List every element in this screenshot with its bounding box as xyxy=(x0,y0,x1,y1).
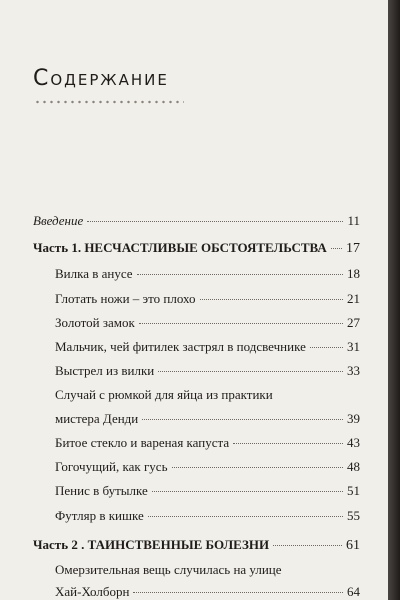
dot-leader xyxy=(148,516,343,517)
toc-entry-page: 43 xyxy=(347,435,360,450)
dot-leader xyxy=(233,443,343,444)
toc-entry-intro[interactable] xyxy=(33,213,360,229)
toc-entry[interactable] xyxy=(55,363,360,379)
toc-entry-title-line1[interactable]: Случай с рюмкой для яйца из практики xyxy=(55,387,273,402)
toc-entry-title: Битое стекло и вареная капуста xyxy=(55,435,230,450)
toc-entry-title-line1[interactable]: Омерзительная вещь случилась на улице xyxy=(55,562,282,577)
toc-entry-title-line2: Хай-Холборн xyxy=(55,584,130,599)
dot-leader xyxy=(137,274,343,275)
toc-part-page: 17 xyxy=(346,241,360,256)
toc-entry-page: 39 xyxy=(347,411,360,426)
toc-entry-page: 18 xyxy=(347,266,360,281)
dot-leader xyxy=(152,491,343,492)
toc-entry[interactable] xyxy=(55,584,360,600)
toc-entry-page: 31 xyxy=(347,339,360,354)
dot-leader xyxy=(158,371,343,372)
toc-part-title: Часть 2 . ТАИНСТВЕННЫЕ БОЛЕЗНИ xyxy=(33,537,270,552)
toc-entry-title: Выстрел из вилки xyxy=(55,363,155,378)
toc-entry-page: 27 xyxy=(347,315,360,330)
toc-entry-page: 51 xyxy=(347,483,360,498)
dot-leader xyxy=(139,323,343,324)
book-spine-edge xyxy=(388,0,400,600)
dot-leader xyxy=(87,221,343,222)
dot-leader xyxy=(200,299,343,300)
toc-entry-title: Золотой замок xyxy=(55,315,135,330)
toc-entry[interactable] xyxy=(55,411,360,427)
toc-entry-title-line2: мистера Денди xyxy=(55,411,139,426)
toc-entry-title: Глотать ножи – это плохо xyxy=(55,291,196,306)
page-title: Содержание xyxy=(33,66,169,91)
toc-part-1[interactable] xyxy=(33,240,360,257)
dot-leader xyxy=(142,419,343,420)
toc-entry-title: Вилка в анусе xyxy=(55,266,133,281)
toc-entry-page: 33 xyxy=(347,363,360,378)
toc-entry[interactable] xyxy=(55,483,360,499)
toc-entry-title: Футляр в кишке xyxy=(55,508,144,523)
toc-entry-title: Пенис в бутылке xyxy=(55,483,148,498)
dotted-divider xyxy=(34,99,184,105)
toc-entry-page: 64 xyxy=(347,584,360,599)
toc-entry[interactable] xyxy=(55,508,360,524)
dot-leader xyxy=(273,545,342,546)
dot-leader xyxy=(172,467,344,468)
toc-entry[interactable] xyxy=(55,435,360,451)
dot-leader xyxy=(310,347,343,348)
toc-entry[interactable] xyxy=(55,266,360,282)
toc-entry[interactable] xyxy=(55,315,360,331)
toc-entry-page: 55 xyxy=(347,508,360,523)
toc-part-title: Часть 1. НЕСЧАСТЛИВЫЕ ОБСТОЯТЕЛЬСТВА xyxy=(33,240,327,255)
toc-entry-title: Мальчик, чей фитилек застрял в подсвечнике xyxy=(55,339,306,354)
dot-leader xyxy=(331,248,342,249)
toc-entry[interactable] xyxy=(55,459,360,475)
toc-entry-page: 48 xyxy=(347,459,360,474)
toc-entry-page: 11 xyxy=(347,213,360,228)
toc-entry-title: Гогочущий, как гусь xyxy=(55,459,168,474)
toc-entry[interactable] xyxy=(55,339,360,355)
dot-leader xyxy=(133,592,343,593)
toc-part-page: 61 xyxy=(346,538,360,553)
toc-entry[interactable] xyxy=(55,291,360,307)
toc-part-2[interactable] xyxy=(33,537,360,554)
toc-entry-title: Введение xyxy=(33,213,84,228)
toc-entry-page: 21 xyxy=(347,291,360,306)
